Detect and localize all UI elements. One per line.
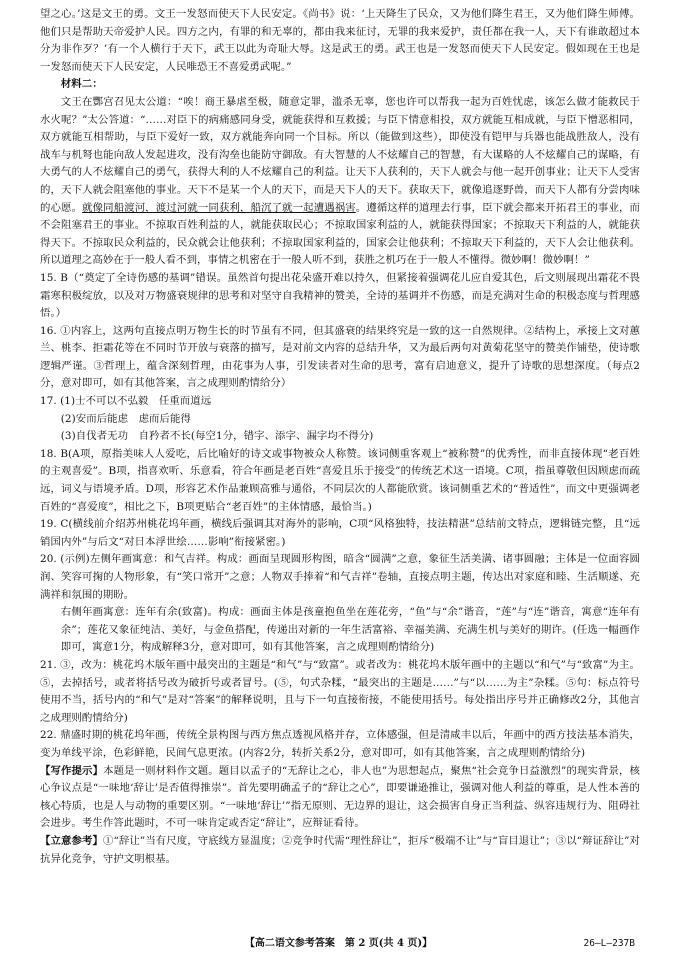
footer-doc-code: 26—L—237B	[583, 938, 635, 949]
answer-20-left: 20. (示例)左侧年画寓意：和气吉祥。构成：画面呈现圆形构图，暗含“圆满”之意，象征生活美满、诸事圆融；主体是一位面容圆润、笑容可掬的人物形象，有“笑口常开”之意；人物双手捧着“和气吉祥”卷轴，直接点明主题，传达出对家庭和睦、生活顺遂、充满祥和氛围的期盼。	[40, 553, 640, 601]
answer-17-line-1: 17. (1)士不可以不弘毅 任重而道远	[40, 395, 212, 408]
answer-17-line-3: (3)自伐者无功 自矜者不长(每空1分，错字、添字、漏字均不得分)	[60, 430, 374, 443]
answer-23-theme-reference	[40, 833, 640, 868]
answer-22: 22. 鼎盛时期的桃花坞年画，传统全景构图与西方焦点透视风格并存，立体感强，但是清咸丰以后，年画中的西方技法基本消失，变为单线平涂，色彩鲜艳，民间气息更浓。(内容2分，转折关系2分，意对即可，如有其他答案，言之成理则酌情给分)	[40, 729, 640, 759]
material-two-body-a: 文王在酆宫召见太公道：“唉！商王暴虐至极，随意定罪，滥杀无辜，您也许可以帮我一起为百姓忧虑，该怎么做才能救民于水火呢？”太公答道：“……对臣下的病痛感同身受，就能获得和互救援；与臣下情意相投，双方就能互相成就，与臣下憎恶相同，双方就能互相帮助，与臣下爱好一致，双方就能奔向同一个目标。所以（能做到这些），即使没有铠甲与兵器也能战胜敌人，没有战车与机弩也能向敌人发起进攻，没有沟垒也能防守御敌。有大智慧的人不炫耀自己的智慧，有大谋略的人不炫耀自己的谋略，有大勇气的人不炫耀自己的勇气，获得大利的人不炫耀自己的利益。让天下人获利的，天下人就会与他一起开创事业；让天下人受害的，天下人就会阻塞他的事业。天下不是某一个人的天下，而是天下人的天下。获取天下，就像追逐野兽，而天下人都有分尝肉味的心愿。	[40, 95, 640, 214]
page-content	[40, 6, 640, 868]
underlined-sentence: 就像同船渡河，渡过河就一同获利，船沉了就一起遭遇祸害	[82, 201, 356, 214]
material-two-body-b: 。遵循这样的道理去行事，臣下就会都来开拓君王的事业，而不会阻塞君王的事业。不掠取百姓利益的人，就能获取民心；不掠取国家利益的人，就能获得国家；不掠取天下利益的人，就能获得天下。不掠取民众利益的，民众就会让他获利；不掠取国家利益的，国家会让他获利；不掠取天下利益的，天下人会让他获利。所以道理之高妙在于一般人看不到，事情之机密在于一般人听不到，获胜之机巧在于一般人不懂得。微妙啊！微妙啊！”	[40, 201, 640, 267]
answer-16: 16. ①内容上，这两句直接点明万物生长的时节虽有不同，但其盛衰的结果终究是一致的这一自然规律。②结构上，承接上文对蕙兰、桃李、拒霜花等在不同时节开放与衰落的描写，是对前文内容的总结升华，又为最后两句对黄菊花坚守的赞美作铺垫，使诗歌逻辑严谨。③哲理上，蕴含深刻哲理，由花事为人事，引发读者对生命的思考，富有启迪意义，提升了诗歌的思想深度。（每点2分，意对即可，如有其他答案，言之成理则酌情给分）	[40, 324, 640, 390]
answer-23-writing-tip	[40, 763, 640, 833]
writing-tip-label: 【写作提示】	[40, 764, 104, 777]
answer-17-line-2: (2)安而后能虑 虑而后能得	[60, 412, 191, 425]
answer-18: 18. B(A项，原指美味人人爱吃，后比喻好的诗文或事物被众人称赞。该词侧重客观上“被称赞”的优秀性，而非直接体现“老百姓的主观喜爱”。B项，指喜欢听、乐意看，符合年画是老百姓“喜爱且乐于接受”的传统艺术这一语境。C项，指虽尊敬但因顾虑而疏远，词义与语境矛盾。D项，形容艺术作品兼顾高雅与通俗，不同层次的人都能欣赏。该词侧重艺术的“普适性”，而文中更强调老百姓的“喜爱度”，相比之下，B项更贴合“老百姓”的主体情感，最恰当。)	[40, 447, 640, 513]
passage-continuation: 望之心。’这是文王的勇。文王一发怒而使天下人民安定。《尚书》说：‘上天降生了民众，又为他们降生君王，又为他们降生师傅。他们只是帮助天帝爱护人民。四方之内，有罪的和无辜的，都由我来征讨，无罪的我来爱护，责任都在我一人，天下有谁敢超过本分为非作歹？’有一个人横行于天下，武王以此为奇耻大辱。这是武王的勇。武王也是一发怒而使天下人民安定。假如现在王也是一发怒而使天下人民安定，人民唯恐王不喜爱勇武呢。”	[40, 8, 640, 73]
page-footer	[0, 934, 677, 954]
answer-15: 15. B（“奠定了全诗伤感的基调”错误。虽然首句提出花朵盛开难以持久，但紧接着强调花儿应自爱其色，后文则展现出霜花不畏霜寒积极绽放，以及对万物盛衰规律的思考和对坚守自我精神的赞美，全诗的基调并不伤感，而是充满对生命的积极态度与哲理感悟。）	[40, 271, 640, 320]
theme-reference-label: 【立意参考】	[40, 834, 103, 847]
writing-tip-text: 本题是一则材料作文题。题目以孟子的“无辞让之心，非人也”为思想起点，聚焦“社会竞争日益激烈”的现实背景，核心争议点是“一味地‘辞让’是否值得推崇”。首先要明确孟子的“辞让之心”，即要谦逊推让，强调对他人利益的尊重，是人性本善的核心特质，也是人与动物的重要区别。“一味地‘辞让’”指无原则、无边界的退让，这会损害自身正当利益、纵容违规行为、阻碍社会进步。考生作答此题时，不可一味肯定或否定“辞让”，应辩证看待。	[40, 764, 640, 830]
answer-21: 21. ③，改为：桃花坞木版年画中最突出的主题是“和气”与“致富”。或者改为：桃花坞木版年画中的主题以“和气”与“致富”为主。⑤，去掉括号，或者将括号改为破折号或者冒号。(⑤，句式杂糅，“最突出的主题是……”与“以……为主”杂糅。⑤句：标点符号使用不当，括号内的“和气”是对“答案”的解释说明，且与下一句直接衔接，不能使用括号。每处指出序号并正确修改2分，其他言之成理则酌情给分)	[40, 658, 641, 724]
theme-reference-text: ①“辞让”当有尺度，守底线方显温度；②竞争时代需“理性辞让”，拒斥“极端不让”与“盲目退让”；③以“辩证辞让”对抗异化竞争，守护文明根基。	[40, 834, 640, 865]
material-two-heading: 材料二：	[60, 78, 103, 91]
answer-19: 19. C(横线前介绍苏州桃花坞年画，横线后强调其对海外的影响，C项“风格独特，技法精湛”总结前文特点，逻辑链完整，且“远销国内外”与后文“对日本浮世绘……影响”衔接紧密。)	[40, 518, 640, 548]
footer-page-label: 【高二语文参考答案 第 2 页(共 4 页)】	[244, 938, 433, 949]
answer-20-right: 右侧年画寓意：连年有余(致富)。构成：画面主体是孩童抱鱼坐在莲花旁，“鱼”与“余”谐音，“莲”与“连”谐音，寓意“连年有余”；莲花又象征纯洁、美好，与金鱼搭配，传递出对新的一年生活富裕、幸福美满、充满生机与美好的期许。(任选一幅画作即可，寓意1分，构成解释3分，意对即可，如有其他答案，言之成理则酌情给分)	[60, 606, 640, 654]
material-two-body	[40, 94, 640, 270]
